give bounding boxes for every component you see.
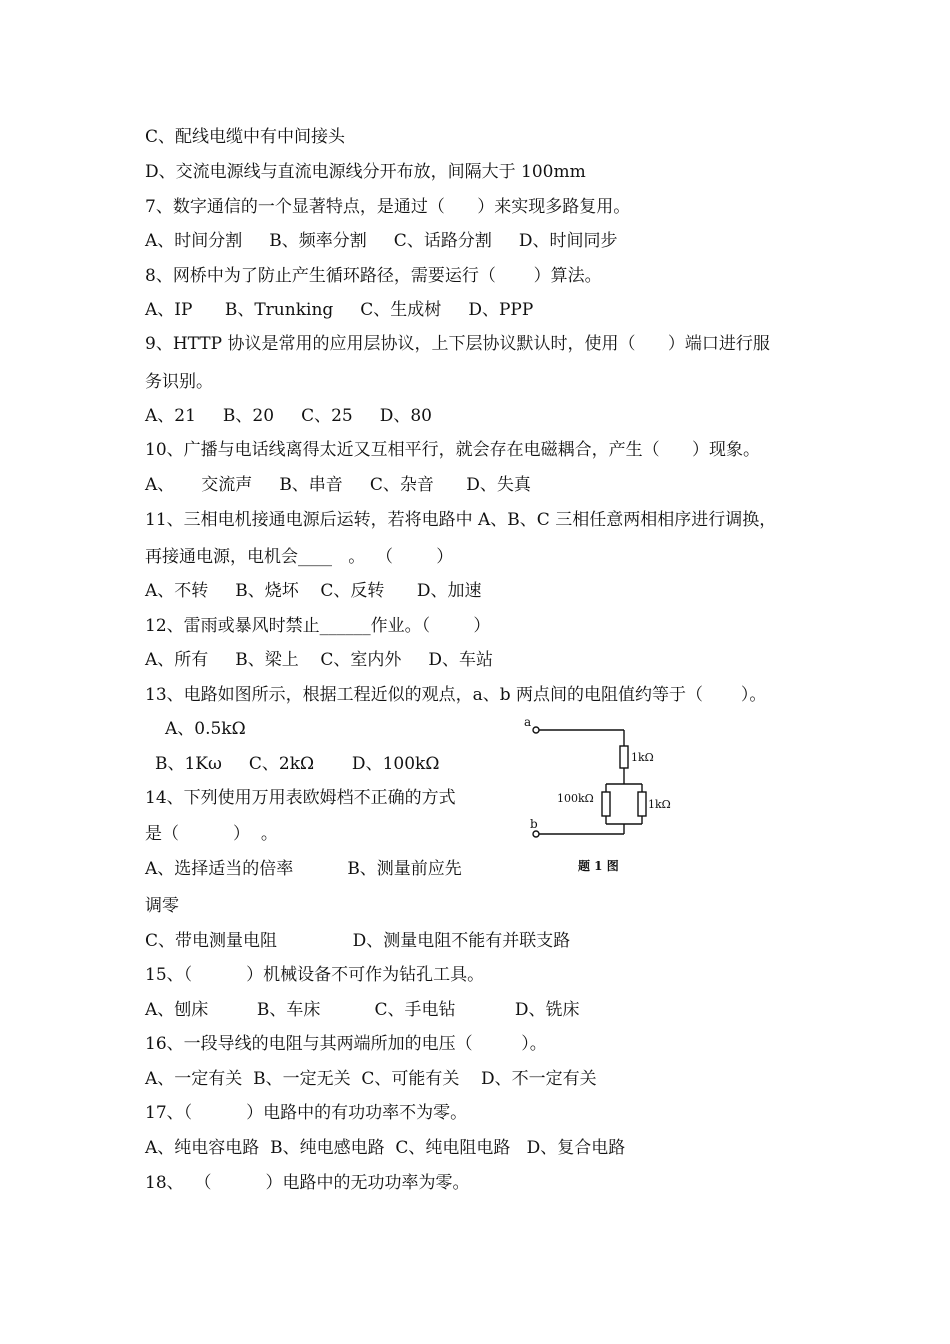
text-line: 13、电路如图所示，根据工程近似的观点，a、b 两点间的电阻值约等于（ ）。 — [145, 685, 767, 705]
terminal-b — [533, 831, 539, 837]
text-line: 14、下列使用万用表欧姆档不正确的方式 — [145, 788, 456, 808]
text-line: A、一定有关 B、一定无关 C、可能有关 D、不一定有关 — [145, 1069, 597, 1089]
text-line: A、IP B、Trunking C、生成树 D、PPP — [145, 300, 534, 320]
figure-caption: 题 1 图 — [578, 859, 619, 873]
resistor-series — [620, 746, 628, 768]
text-line: 17、（ ）电路中的有功功率不为零。 — [145, 1103, 468, 1123]
text-line: A、所有 B、梁上 C、室内外 D、车站 — [145, 650, 494, 670]
text-line: A、选择适当的倍率 B、测量前应先 — [145, 859, 462, 879]
circuit-diagram — [520, 716, 690, 878]
text-line: 调零 — [145, 896, 179, 916]
text-line: A、纯电容电路 B、纯电感电路 C、纯电阻电路 D、复合电路 — [145, 1138, 626, 1158]
text-line: 18、 （ ）电路中的无功功率为零。 — [145, 1173, 470, 1193]
node-a-label: a — [524, 716, 532, 729]
resistor-left — [602, 792, 610, 816]
text-line: A、时间分割 B、频率分割 C、话路分割 D、时间同步 — [145, 231, 618, 251]
text-line: A、不转 B、烧坏 C、反转 D、加速 — [145, 581, 482, 601]
text-line: 9、HTTP 协议是常用的应用层协议，上下层协议默认时，使用（ ）端口进行服 — [145, 334, 770, 354]
node-b-label: b — [530, 817, 538, 831]
text-line: D、交流电源线与直流电源线分开布放，间隔大于 100mm — [145, 162, 586, 182]
r-right-label: 1kΩ — [648, 798, 671, 811]
terminal-a — [533, 727, 539, 733]
text-line: 10、广播与电话线离得太近又互相平行，就会存在电磁耦合，产生（ ）现象。 — [145, 440, 761, 460]
text-line: 16、一段导线的电阻与其两端所加的电压（ ）。 — [145, 1034, 547, 1054]
resistor-right — [638, 792, 646, 816]
circuit-figure — [520, 716, 690, 878]
text-line: 12、雷雨或暴风时禁止______作业。（ ） — [145, 616, 491, 636]
r-left-label: 100kΩ — [557, 792, 594, 805]
text-line: 务识别。 — [145, 372, 213, 392]
text-line: A、刨床 B、车床 C、手电钻 D、铣床 — [145, 1000, 580, 1020]
r-series-label: 1kΩ — [631, 751, 654, 764]
text-line: A、21 B、20 C、25 D、80 — [145, 406, 432, 426]
text-line: 再接通电源，电机会____ 。 （ ） — [145, 547, 454, 567]
text-line: B、1Kω C、2kΩ D、100kΩ — [155, 754, 440, 774]
text-line: 11、三相电机接通电源后运转，若将电路中 A、B、C 三相任意两相相序进行调换， — [145, 510, 777, 530]
text-line: 7、数字通信的一个显著特点，是通过（ ）来实现多路复用。 — [145, 197, 631, 217]
text-line: A、0.5kΩ — [165, 719, 246, 739]
text-line: C、配线电缆中有中间接头 — [145, 127, 346, 147]
text-line: C、带电测量电阻 D、测量电阻不能有并联支路 — [145, 931, 571, 951]
text-line: 8、网桥中为了防止产生循环路径，需要运行（ ）算法。 — [145, 266, 602, 286]
text-line: A、 交流声 B、串音 C、杂音 D、失真 — [145, 475, 531, 495]
text-line: 是（ ） 。 — [145, 824, 278, 844]
text-line: 15、（ ）机械设备不可作为钻孔工具。 — [145, 965, 485, 985]
